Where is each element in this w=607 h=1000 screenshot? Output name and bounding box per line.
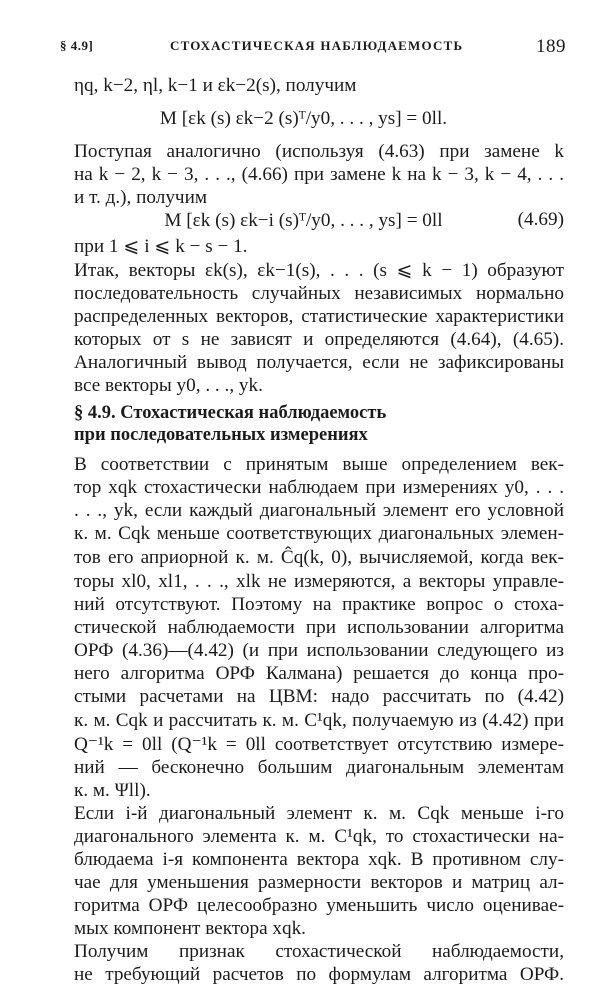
- equation-2: M [εk (s) εk−i (s)ᵀ/y0, . . . , ys] = 0ll: [164, 210, 443, 231]
- section-heading: при последовательных измерениях: [74, 425, 368, 445]
- text-line: ОРФ (4.36)—(4.42) (и при использовании следующего из: [74, 640, 564, 661]
- text-line: тор xqk стохастически наблюдаем при измерениях y0, . . .: [74, 477, 564, 498]
- text-line: к. м. Cqk меньше соответствующих диагональных элемен-: [74, 523, 564, 544]
- text-line: блюдаема i-я компонента вектора xqk. В противном слу-: [74, 849, 564, 870]
- text-line: Получим признак стохастической наблюдаемости,: [74, 941, 564, 962]
- text-line: стической наблюдаемости при использовании алгоритма: [74, 617, 564, 638]
- text-line: не требующий расчетов по формулам алгоритма ОРФ.: [74, 964, 564, 985]
- text-line: стыми расчетами на ЦВМ: надо рассчитать по (4.42): [74, 686, 564, 707]
- running-head-section: § 4.9]: [60, 38, 94, 53]
- text-line: него алгоритма ОРФ Калмана) решается до конца про-: [74, 663, 564, 684]
- text-line: Поступая аналогично (используя (4.63) при замене k: [74, 141, 564, 162]
- text-line: и т. д.), получим: [74, 187, 207, 208]
- text-line: горитма ОРФ целесообразно уменьшить число оценивае-: [74, 895, 564, 916]
- text-line: Аналогичный вывод получается, если не зафиксированы: [74, 352, 564, 373]
- text-line: ηq, k−2, ηl, k−1 и εk−2(s), получим: [74, 75, 357, 96]
- text-line: последовательность случайных независимых нормально: [74, 283, 564, 304]
- text-line: В соответствии с принятым выше определением век-: [74, 454, 564, 475]
- text-line: ний — бесконечно большим диагональным элементам: [74, 757, 564, 778]
- text-line: к. м. Cqk и рассчитать к. м. C¹qk, получаемую из (4.42) при: [74, 710, 564, 731]
- text-line: к. м. Ψll).: [74, 780, 151, 801]
- equation-number: (4.69): [517, 209, 564, 230]
- text-line: распределенных векторов, статистические характеристики: [74, 306, 564, 327]
- text-line: которых от s не зависят и определяются (4.64), (4.65).: [74, 329, 564, 350]
- text-line: тов его априорной к. м. Ĉq(k, 0), вычисляемой, когда век-: [74, 547, 564, 568]
- text-line: . . ., yk, если каждый диагональный элемент его условной: [74, 500, 564, 521]
- running-head-title: СТОХАСТИЧЕСКАЯ НАБЛЮДАЕМОСТЬ: [170, 38, 464, 53]
- text-line: Если i-й диагональный элемент к. м. Cqk меньше i-го: [74, 803, 564, 824]
- section-heading: § 4.9. Стохастическая наблюдаемость: [74, 403, 387, 423]
- equation-1: M [εk (s) εk−2 (s)ᵀ/y0, . . . , ys] = 0ll.: [159, 108, 448, 129]
- text-line: торы xl0, xl1, . . ., xlk не измеряются, а векторы управле-: [74, 571, 564, 592]
- page-number: 189: [536, 36, 566, 57]
- text-line: все векторы y0, . . ., yk.: [74, 375, 263, 396]
- text-line: Итак, векторы εk(s), εk−1(s), . . . (s ⩽ k − 1) образуют: [74, 260, 564, 281]
- equation-condition: при 1 ⩽ i ⩽ k − s − 1.: [74, 236, 248, 257]
- text-line: Q⁻¹k = 0ll (Q⁻¹k = 0ll соответствует отсутствию измере-: [74, 734, 564, 755]
- text-line: мых компонент вектора xqk.: [74, 918, 306, 939]
- text-line: на k − 2, k − 3, . . ., (4.66) при замене k на k − 3, k − 4, . . .: [74, 164, 564, 185]
- text-line: диагонального элемента к. м. C¹qk, то стохастически на-: [74, 826, 564, 847]
- text-line: чае для уменьшения размерности векторов и матриц ал-: [74, 872, 564, 893]
- text-line: ний отсутствуют. Поэтому на практике вопрос о стоха-: [74, 594, 564, 615]
